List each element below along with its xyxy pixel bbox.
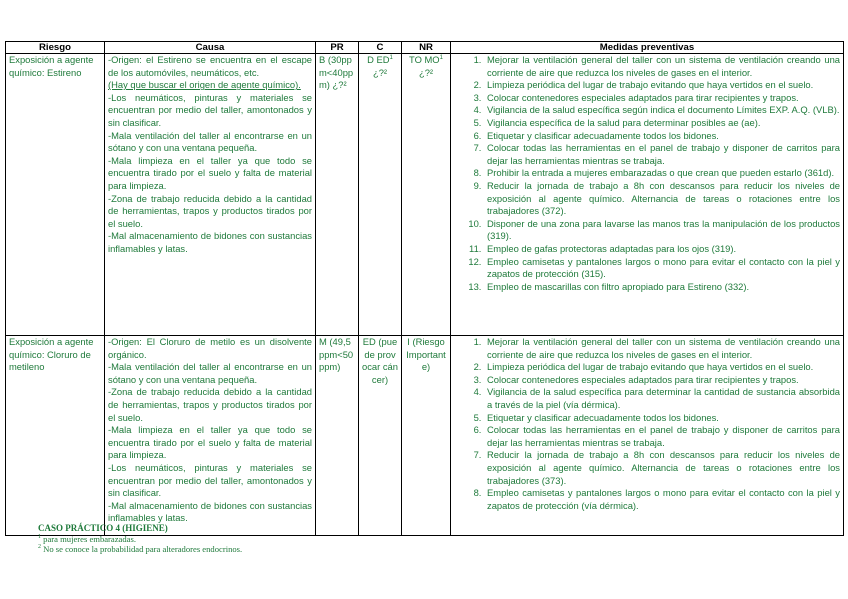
causa-item: -Los neumáticos, pinturas y materiales se encuentran por medio del taller, amontonados y sin clasificar. [108,91,312,128]
causa-item: -Mal almacenamiento de bidones con sustancias inflamables y latas. [108,230,312,254]
nr-cell [402,54,451,336]
medida-item: 13. Empleo de mascarillas con filtro apropiado para Estireno (332). [484,281,840,294]
causa-item: -Los neumáticos, pinturas y materiales se encuentran por medio del taller, amontonados y sin clasificar. [108,461,312,499]
medida-item: 5. Etiquetar y clasificar adecuadamente todos los bidones. [484,412,840,425]
medida-item: 7. Reducir la jornada de trabajo a 8h con descansos para reducir los niveles de exposición al agente químico. Alternancia de tareas o rotaciones entre los trabajadores (373). [484,449,840,487]
medida-item: 5. Vigilancia específica de la salud para determinar posibles ae (ae). [484,117,840,130]
medida-item: 3. Colocar contenedores especiales adaptados para tirar recipientes y trapos. [484,92,840,105]
causa-item: -Zona de trabajo reducida debido a la cantidad de herramientas, trapos y productos tirados por el suelo. [108,192,312,229]
riesgo-cell: Exposición a agente químico: Estireno [6,54,105,336]
case-title: CASO PRÁCTICO 4 (HIGIENE) [38,523,168,533]
causa-item: -Mala ventilación del taller al encontrarse en un sótano y con una ventana pequeña. [108,129,312,154]
medida-item: 9. Reducir la jornada de trabajo a 8h con descansos para reducir los niveles de exposición al agente químico. Alternancia de tareas o rotaciones entre los trabajadores (372). [484,180,840,218]
causa-cell [105,54,316,336]
footnotes [38,523,242,555]
medidas-cell [451,54,844,336]
medida-item: 1. Mejorar la ventilación general del taller con un sistema de ventilación creando una corriente de aire que reduzca los niveles de gases en el interior. [484,336,840,361]
medida-item: 6. Colocar todas las herramientas en el panel de trabajo y disponer de carritos para dejar las herramientas mientras se trabaja. [484,424,840,449]
nr-unknown: ¿?² [418,66,434,78]
medida-item: 11. Empleo de gafas protectoras adaptadas para los ojos (319). [484,243,840,256]
medidas-list [454,54,840,293]
table-header-row [6,42,844,54]
header-nr: NR [402,42,451,54]
header-c: C [359,42,402,54]
c-cell: ED (puede provocar cáncer) [359,336,402,536]
c-value: D ED [367,54,390,65]
medidas-cell [451,336,844,536]
nr-cell: I (Riesgo Importante) [402,336,451,536]
footnote-2: $^2$ No se conoce la probabilidad para alteradores endocrinos. [38,544,243,554]
causa-item: -Origen: el Estireno se encuentra en el escape de los automóviles, neumáticos, etc. [108,54,312,78]
causa-item: -Mala limpieza en el taller ya que todo se encuentra tirado por el suelo y falta de material para limpieza. [108,424,312,461]
medida-item: 12. Empleo camisetas y pantalones largos o mono para evitar el contacto con la piel y zapatos de protección (315). [484,256,840,281]
risk-assessment-table [5,41,844,536]
medida-item: 10. Disponer de una zona para lavarse las manos tras la manipulación de los productos (319). [484,218,840,243]
medida-item: 1. Mejorar la ventilación general del taller con un sistema de ventilación creando una corriente de aire que reduzca los niveles de gases en el interior. [484,54,840,79]
medida-item: 2. Limpieza periódica del lugar de trabajo evitando que haya vertidos en el suelo. [484,361,840,374]
header-medidas: Medidas preventivas [451,42,844,54]
medida-item: 3. Colocar contenedores especiales adaptados para tirar recipientes y trapos. [484,374,840,387]
medida-item: 8. Empleo camisetas y pantalones largos o mono para evitar el contacto con la piel y zapatos de protección (vía dérmica). [484,487,840,512]
causa-item: -Mala limpieza en el taller ya que todo se encuentra tirado por el suelo y falta de material para limpieza. [108,154,312,191]
medida-item: 8. Prohibir la entrada a mujeres embarazadas o que crean que pueden estarlo (361d). [484,167,840,180]
c-footnote-mark: 1 [389,54,393,61]
nr-value: TO MO [409,54,440,65]
causa-item: -Zona de trabajo reducida debido a la cantidad de herramientas, trapos y productos tirados por el suelo. [108,386,312,423]
medida-item: 4. Vigilancia de la salud específica para determinar la cantidad de sustancia absorbida a través de la piel (vía dérmica). [484,386,840,411]
riesgo-cell: Exposición a agente químico: Cloruro de metileno [6,336,105,536]
pr-cell: M (49,5ppm<50ppm) [316,336,359,536]
causa-cell [105,336,316,536]
medidas-list [454,336,840,512]
causa-list [108,336,312,525]
header-pr: PR [316,42,359,54]
causa-list [108,54,312,256]
causa-item: -Mala ventilación del taller al encontrarse en un sótano y con una ventana pequeña. [108,361,312,385]
table-row-estireno [6,54,844,336]
footnote-1: $^1$ para mujeres embarazadas. [38,533,136,544]
medida-item: 2. Limpieza periódica del lugar de trabajo evitando que haya vertidos en el suelo. [484,79,840,92]
c-cell [359,54,402,336]
causa-item: -Origen: El Cloruro de metilo es un disolvente orgánico. [108,336,312,360]
pr-cell: B (30ppm<40ppm) ¿?² [316,54,359,336]
causa-item: (Hay que buscar el origen de agente químico). [108,79,301,91]
header-riesgo: Riesgo [6,42,105,54]
header-causa: Causa [105,42,316,54]
nr-footnote-mark: 1 [439,54,443,61]
medida-item: 7. Colocar todas las herramientas en el panel de trabajo y disponer de carritos para dejar las herramientas mientras se trabaja. [484,142,840,167]
medida-item: 4. Vigilancia de la salud específica según indica el documento Límites EXP. A.Q. (VLB). [484,104,840,117]
c-unknown: ¿?² [372,66,388,78]
table-row-cloruro [6,336,844,536]
causa-item: -Mal almacenamiento de bidones con sustancias inflamables y latas. [108,499,312,524]
medida-item: 6. Etiquetar y clasificar adecuadamente todos los bidones. [484,130,840,143]
